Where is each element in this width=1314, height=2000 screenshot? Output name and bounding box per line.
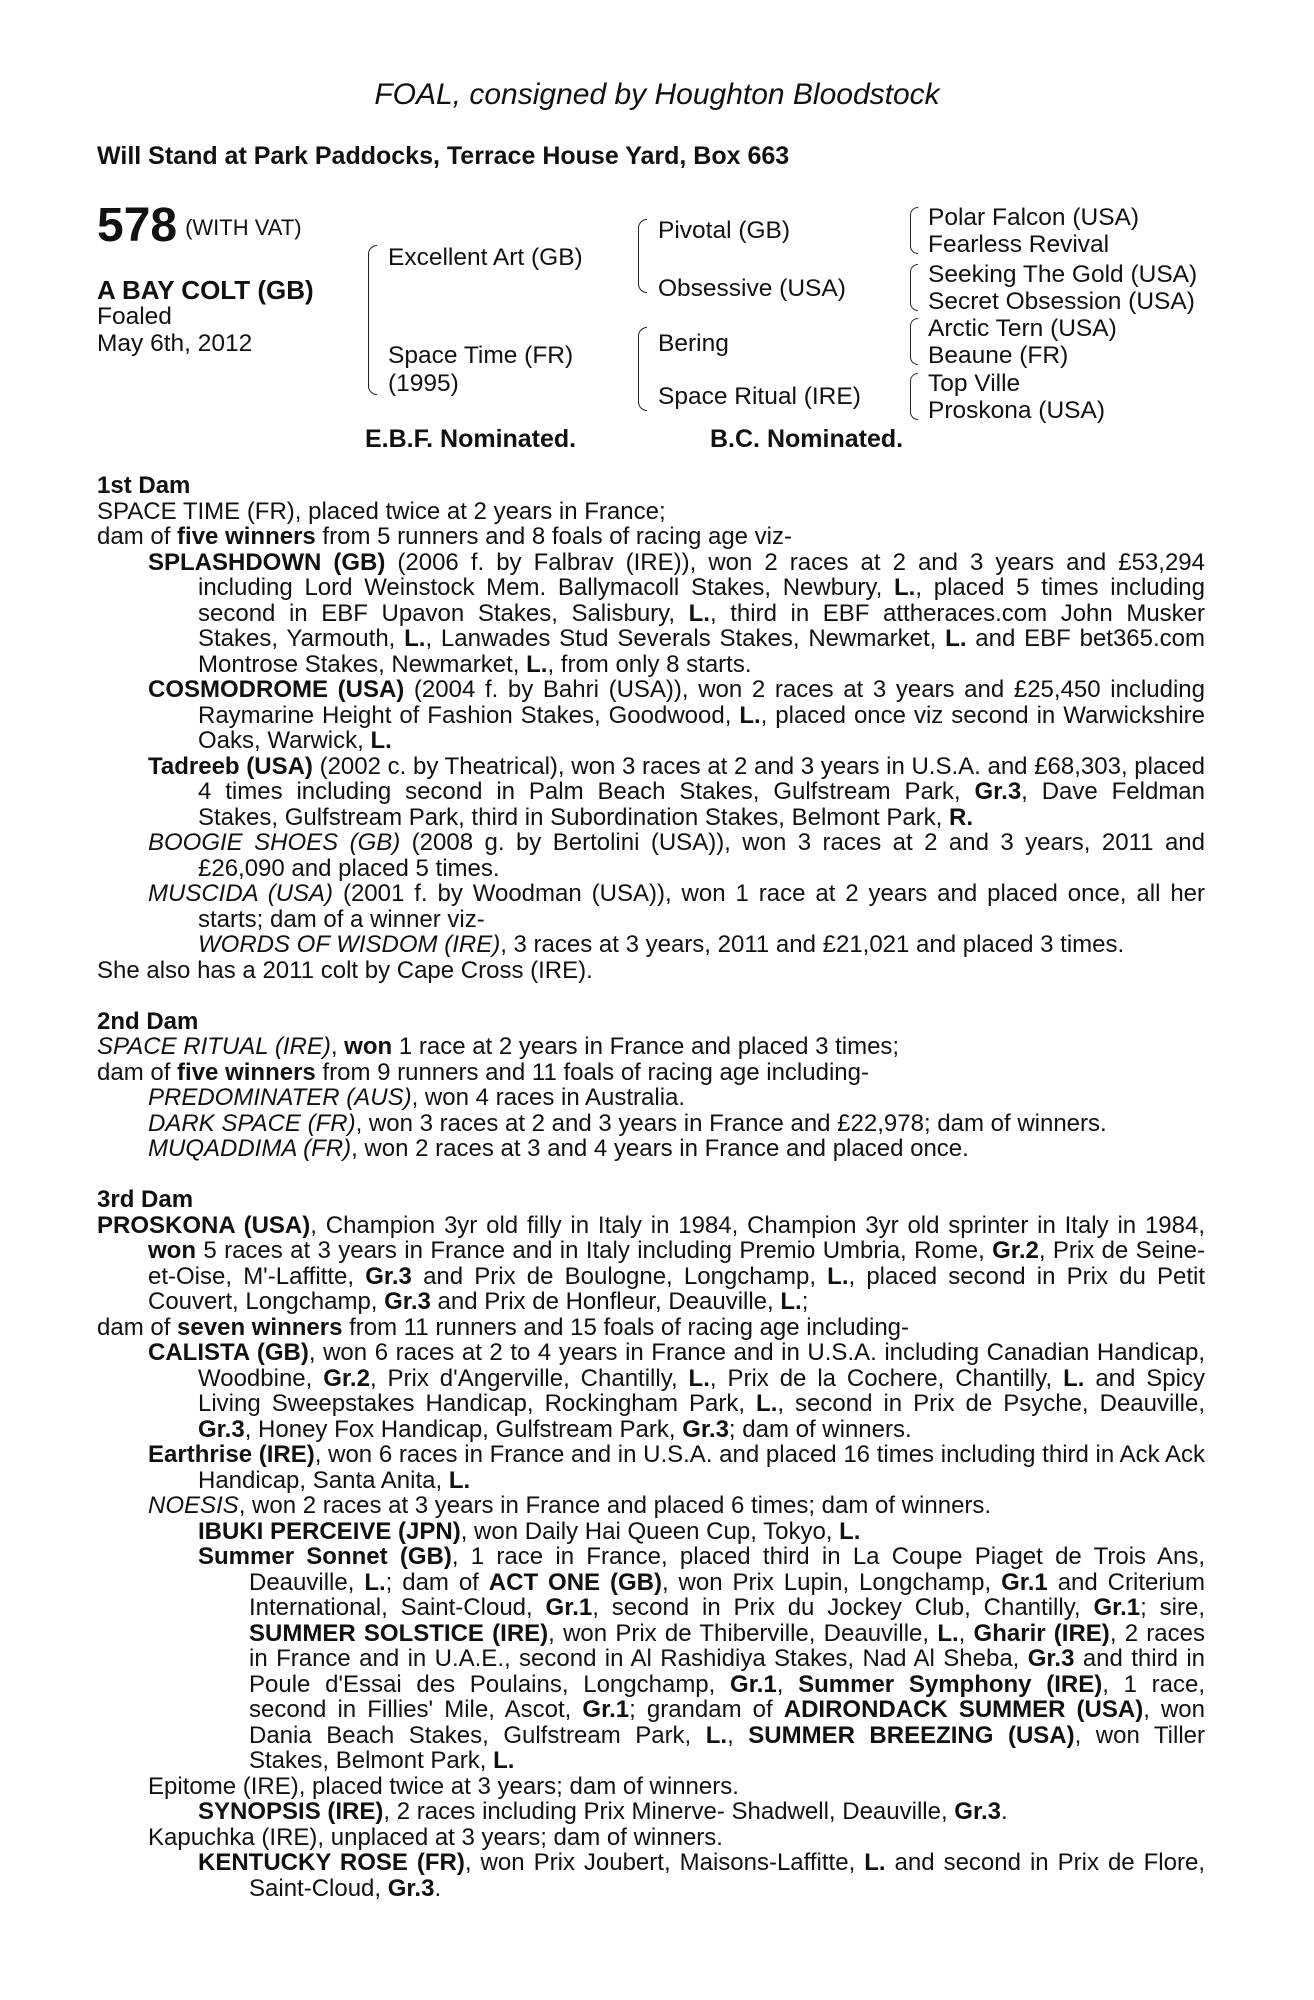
consignment-line: FOAL, consigned by Houghton Bloodstock xyxy=(374,78,940,111)
text: ; grandam of xyxy=(629,1696,784,1723)
text: , won 2 races at 3 years in France and placed 6 times; dam of winners. xyxy=(238,1492,992,1519)
grade: Gr.1 xyxy=(1001,1568,1048,1596)
text: , 1 race in France, placed third in La Coupe Piaget de Trois Ans, Deauville, xyxy=(249,1543,1205,1596)
text: from 5 runners and 8 foals of racing age viz- xyxy=(315,523,793,550)
grade: Gr.3 xyxy=(198,1415,245,1443)
text: from 11 runners and 15 foals of racing age including- xyxy=(342,1313,910,1341)
text: from 9 runners and 11 foals of racing age including- xyxy=(315,1058,869,1086)
grade: L. xyxy=(404,625,426,652)
text: and third in Poule d'Essai des Poulains, Longchamp, xyxy=(249,1645,1205,1698)
horse-name: NOESIS xyxy=(148,1492,239,1519)
grade: L. xyxy=(370,727,392,754)
pedigree-ggp-5: Arctic Tern (USA) xyxy=(928,315,1117,342)
foaled-label: Foaled xyxy=(97,303,172,330)
produce-entry xyxy=(97,1442,1205,1493)
grade: Gr.3 xyxy=(954,1798,1001,1825)
grade: Gr.3 xyxy=(1027,1645,1075,1672)
grade: L. xyxy=(864,1849,886,1876)
vat-note: (WITH VAT) xyxy=(185,215,302,240)
text: ; xyxy=(801,1288,809,1315)
text: , 2 races including Prix Minerve- Shadwell, Deauville, xyxy=(383,1798,955,1825)
grade: L. xyxy=(827,1262,849,1290)
text: , second in Prix du Jockey Club, Chantilly, xyxy=(592,1594,1094,1621)
text: , Dave Feldman Stakes, Gulfstream Park, third in Subordination Stakes, Belmont Park, xyxy=(198,778,1206,831)
text: , placed once viz second in Warwickshire Oaks, Warwick, xyxy=(198,701,1205,754)
text: , won 6 races in France and in U.S.A. and placed 16 times including third in Ack Ack Handicap, Santa Anita, xyxy=(198,1441,1205,1494)
grade: Gr.1 xyxy=(582,1696,630,1723)
produce-entry: Epitome (IRE), placed twice at 3 years; dam of winners. xyxy=(148,1772,739,1800)
grade: L. xyxy=(1063,1364,1085,1392)
text: 5 races at 3 years in France and in Italy including Premio Umbria, Rome, xyxy=(196,1237,993,1264)
first-dam-intro: SPACE TIME (FR), placed twice at 2 years in France; xyxy=(97,497,666,525)
second-dam-intro xyxy=(97,1034,1205,1060)
text: , won 3 races at 2 and 3 years in France and £22,978; dam of winners. xyxy=(355,1109,1107,1137)
text: , xyxy=(330,1033,345,1060)
winners-count: five winners xyxy=(177,523,316,550)
lot-number-value: 578 xyxy=(97,199,178,252)
winners-count: seven winners xyxy=(177,1313,343,1341)
grade: L. xyxy=(688,599,710,627)
text: , won Prix de Thiberville, Deauville, xyxy=(548,1619,938,1647)
horse-name: Tadreeb (USA) xyxy=(148,752,313,780)
pedigree-dam-sire: Bering xyxy=(658,330,729,357)
text: dam of xyxy=(97,1313,178,1341)
grade: L. xyxy=(945,625,967,652)
grade: R. xyxy=(949,803,974,831)
horse-name: BOOGIE SHOES (GB) xyxy=(148,829,401,856)
text: ; dam of winners. xyxy=(728,1415,912,1443)
produce-entry xyxy=(97,1493,1205,1519)
grade: L. xyxy=(688,1364,710,1392)
produce-entry xyxy=(97,1111,1205,1137)
grade: Gr.1 xyxy=(545,1594,593,1621)
text: , xyxy=(727,1721,749,1749)
text: (2008 g. by Bertolini (USA)), won 3 races at 2 and 3 years, 2011 and £26,090 and placed 5 times. xyxy=(198,829,1205,882)
produce-entry xyxy=(97,754,1205,831)
produce-entry xyxy=(97,550,1205,678)
horse-name: SPACE RITUAL (IRE) xyxy=(97,1033,331,1060)
pedigree-sire-dam: Obsessive (USA) xyxy=(658,275,846,302)
horse-name: Summer Symphony (IRE) xyxy=(798,1670,1103,1698)
horse-name: PREDOMINATER (AUS) xyxy=(148,1084,412,1111)
pedigree-sire: Excellent Art (GB) xyxy=(388,244,583,271)
text: , xyxy=(776,1670,799,1698)
sire-dam-brace xyxy=(368,245,377,395)
horse-description: A BAY COLT (GB) xyxy=(97,275,314,305)
text: , 1 race, second in Fillies' Mile, Ascot, xyxy=(249,1670,1206,1723)
produce-entry xyxy=(97,1340,1205,1442)
pedigree-dam-dam: Space Ritual (IRE) xyxy=(658,383,861,410)
pedigree-ggp-3: Seeking The Gold (USA) xyxy=(928,261,1198,288)
text: , won 4 races in Australia. xyxy=(411,1084,686,1111)
produce-entry xyxy=(97,677,1205,754)
pedigree-ggp-2: Fearless Revival xyxy=(928,231,1110,258)
dam-parents-brace xyxy=(638,327,647,411)
winners-count: five winners xyxy=(177,1058,316,1086)
grade: Gr.3 xyxy=(682,1415,729,1443)
first-dam-produce-summary xyxy=(97,524,1205,550)
grade: L. xyxy=(780,1288,802,1315)
text: ; dam of xyxy=(385,1568,489,1596)
text: won xyxy=(344,1033,393,1060)
text: . xyxy=(1001,1798,1008,1825)
text: , Prix de Seine-et-Oise, M'-Laffitte, xyxy=(148,1237,1206,1290)
text: , 2 races in France and in U.A.E., second in Al Rashidiya Stakes, Nad Al Sheba, xyxy=(249,1619,1205,1672)
text: dam of xyxy=(97,523,178,550)
text: , xyxy=(958,1619,974,1647)
text: , Prix de la Cochere, Chantilly, xyxy=(709,1364,1064,1392)
text: , second in Prix de Psyche, Deauville, xyxy=(777,1390,1205,1417)
stand-location: Will Stand at Park Paddocks, Terrace House Yard, Box 663 xyxy=(97,142,790,170)
horse-name: Earthrise (IRE) xyxy=(148,1441,315,1468)
text: 1 race at 2 years in France and placed 3 times; xyxy=(392,1033,900,1060)
text: , from only 8 starts. xyxy=(547,650,752,678)
produce-entry xyxy=(97,1544,1205,1774)
third-dam-intro xyxy=(97,1213,1205,1315)
pedigree-ggp-1: Polar Falcon (USA) xyxy=(928,204,1140,231)
pedigree-notes xyxy=(97,473,1205,1901)
grade: L. xyxy=(756,1390,778,1417)
produce-entry xyxy=(97,1519,1205,1545)
grade: Gr.3 xyxy=(365,1262,412,1290)
third-dam-produce-summary xyxy=(97,1315,1205,1341)
pedigree-ggp-4: Secret Obsession (USA) xyxy=(928,288,1195,315)
grade: L. xyxy=(493,1747,515,1774)
text: , placed second in Prix du Petit Couvert, Longchamp, xyxy=(148,1262,1205,1315)
text: , won Dania Beach Stakes, Gulfstream Park, xyxy=(249,1696,1205,1749)
grade: Gr.3 xyxy=(384,1288,431,1315)
produce-entry xyxy=(97,932,1205,958)
ggp-brace-4 xyxy=(910,373,918,420)
grade: Gr.1 xyxy=(730,1670,777,1698)
text: (2002 c. by Theatrical), won 3 races at 2 and 3 years in U.S.A. and £68,303, placed 4 times including second in Palm Beach Stakes, Gulfstream Park, xyxy=(198,752,1206,805)
third-dam-heading: 3rd Dam xyxy=(97,1186,194,1213)
ebf-nominated: E.B.F. Nominated. xyxy=(365,425,577,453)
horse-name: SUMMER SOLSTICE (IRE) xyxy=(249,1619,549,1647)
second-dam-produce-summary xyxy=(97,1060,1205,1086)
text: won xyxy=(148,1237,196,1264)
produce-entry xyxy=(97,1136,1205,1162)
horse-name: COSMODROME (USA) xyxy=(148,676,405,703)
horse-name: Gharir (IRE) xyxy=(973,1619,1110,1647)
grade: L. xyxy=(937,1619,959,1647)
text: , won 6 races at 2 to 4 years in France and in U.S.A. including Canadian Handicap, Woodbine, xyxy=(198,1339,1205,1392)
grade: Gr.3 xyxy=(974,778,1022,805)
horse-name: MUQADDIMA (FR) xyxy=(148,1135,352,1162)
grade: L. xyxy=(839,1517,861,1545)
text: ; sire, xyxy=(1140,1594,1205,1621)
pedigree-sire-sire: Pivotal (GB) xyxy=(658,217,791,244)
horse-name: PROSKONA (USA) xyxy=(97,1211,311,1239)
foaled-date: May 6th, 2012 xyxy=(97,330,253,357)
text: (2006 f. by Falbrav (IRE)), won 2 races at 2 and 3 years and £53,294 including Lord Weinstock Mem. Ballymacoll Stakes, Newbury, xyxy=(198,548,1205,601)
text: and Prix de Boulogne, Longchamp, xyxy=(411,1262,828,1290)
horse-name: ACT ONE (GB) xyxy=(488,1568,662,1596)
text: , won Prix Joubert, Maisons-Laffitte, xyxy=(464,1849,865,1876)
horse-name: SYNOPSIS (IRE) xyxy=(198,1798,384,1825)
horse-name: MUSCIDA (USA) xyxy=(148,880,334,907)
grade: Gr.1 xyxy=(1093,1594,1141,1621)
horse-name: SUMMER BREEZING (USA) xyxy=(748,1721,1075,1749)
first-dam-heading: 1st Dam xyxy=(97,472,191,499)
horse-name: SPLASHDOWN (GB) xyxy=(148,548,386,576)
produce-entry xyxy=(97,881,1205,932)
text: , won Daily Hai Queen Cup, Tokyo, xyxy=(460,1517,840,1545)
produce-entry xyxy=(97,830,1205,881)
ggp-brace-2 xyxy=(910,264,918,311)
horse-name: ADIRONDACK SUMMER (USA) xyxy=(783,1696,1144,1723)
text: (2004 f. by Bahri (USA)), won 2 races at 3 years and £25,450 including Raymarine Height of Fashion Stakes, Goodwood, xyxy=(198,676,1205,729)
grade: L. xyxy=(705,1721,728,1749)
produce-entry xyxy=(97,1085,1205,1111)
ggp-brace-3 xyxy=(910,318,918,365)
bc-nominated: B.C. Nominated. xyxy=(710,425,904,453)
pedigree-dam-year: (1995) xyxy=(388,370,459,397)
pedigree-ggp-8: Proskona (USA) xyxy=(928,397,1106,424)
produce-entry: Kapuchka (IRE), unplaced at 3 years; dam of winners. xyxy=(148,1823,723,1851)
second-dam-heading: 2nd Dam xyxy=(97,1007,199,1035)
produce-entry xyxy=(97,1799,1205,1825)
text: , placed 5 times including second in EBF Upavon Stakes, Salisbury, xyxy=(198,574,1206,627)
text: , won Prix Lupin, Longchamp, xyxy=(661,1568,1002,1596)
text: , Prix d'Angerville, Chantilly, xyxy=(369,1364,689,1392)
horse-name: IBUKI PERCEIVE (JPN) xyxy=(198,1517,461,1545)
text: , third in EBF attheraces.com John Musker Stakes, Yarmouth, xyxy=(198,599,1206,652)
first-dam-tail: She also has a 2011 colt by Cape Cross (IRE). xyxy=(97,956,593,984)
horse-name: CALISTA (GB) xyxy=(148,1339,309,1366)
horse-name: DARK SPACE (FR) xyxy=(148,1109,356,1137)
text: , won Tiller Stakes, Belmont Park, xyxy=(249,1721,1205,1774)
pedigree-ggp-7: Top Ville xyxy=(928,370,1021,397)
text: , Lanwades Stud Severals Stakes, Newmarket, xyxy=(425,625,946,652)
text: (2001 f. by Woodman (USA)), won 1 race at 2 years and placed once, all her starts; dam of a winner viz- xyxy=(198,880,1206,933)
grade: L. xyxy=(894,574,916,601)
grade: Gr.3 xyxy=(387,1874,435,1902)
text: dam of xyxy=(97,1058,178,1086)
text: and Prix de Honfleur, Deauville, xyxy=(430,1288,781,1315)
grade: L. xyxy=(448,1466,471,1494)
grade: Gr.2 xyxy=(323,1364,370,1392)
text: , Champion 3yr old filly in Italy in 1984, Champion 3yr old sprinter in Italy in 1984, xyxy=(310,1211,1205,1239)
text: and Spicy Living Sweepstakes Handicap, Rockingham Park, xyxy=(198,1364,1205,1417)
text: , won 2 races at 3 and 4 years in France and placed once. xyxy=(351,1135,969,1162)
grade: L. xyxy=(739,701,761,729)
horse-name: KENTUCKY ROSE (FR) xyxy=(198,1849,465,1876)
grade: L. xyxy=(526,650,548,678)
produce-entry xyxy=(97,1850,1205,1901)
pedigree-dam: Space Time (FR) xyxy=(388,342,574,369)
sire-parents-brace xyxy=(638,219,647,293)
grade: L. xyxy=(364,1568,386,1596)
text: and second in Prix de Flore, Saint-Cloud, xyxy=(249,1849,1205,1902)
text: . xyxy=(434,1874,442,1902)
text: and Criterium International, Saint-Cloud, xyxy=(249,1568,1206,1621)
text: , Honey Fox Handicap, Gulfstream Park, xyxy=(244,1415,683,1443)
horse-name: WORDS OF WISDOM (IRE) xyxy=(198,931,501,958)
pedigree-ggp-6: Beaune (FR) xyxy=(928,342,1069,369)
text: , 3 races at 3 years, 2011 and £21,021 and placed 3 times. xyxy=(500,931,1125,958)
ggp-brace-1 xyxy=(910,207,918,254)
grade: Gr.2 xyxy=(992,1237,1039,1264)
text: and EBF bet365.com Montrose Stakes, Newmarket, xyxy=(198,625,1206,678)
horse-name: Summer Sonnet (GB) xyxy=(198,1543,452,1570)
lot-number xyxy=(97,199,302,252)
